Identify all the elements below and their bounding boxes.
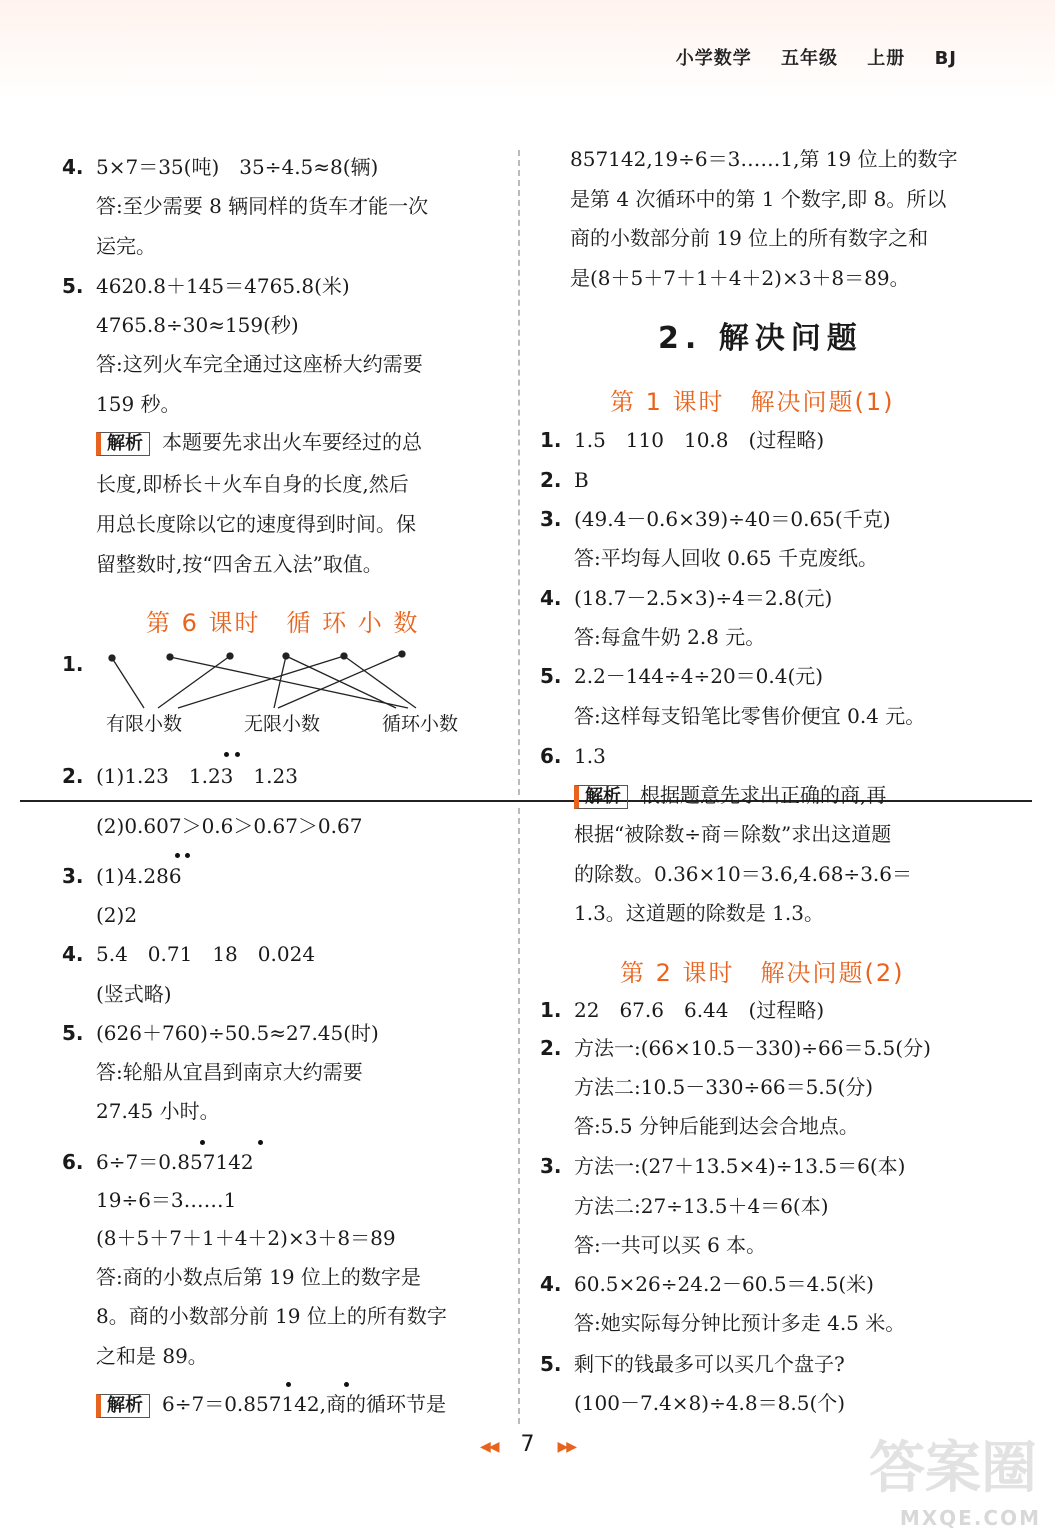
r2-answer-2: 2. 方法一:(66×10.5－330)÷66＝5.5(分) bbox=[540, 1036, 931, 1060]
analysis-1-line4: 留整数时,按“四舍五入法”取值。 bbox=[96, 552, 383, 576]
r-answer-3b: 答:平均每人回收 0.65 千克废纸。 bbox=[574, 546, 878, 570]
next-arrow-icon: ▶▶ bbox=[557, 1439, 576, 1455]
unit-title: 2. 解决问题 bbox=[658, 321, 863, 356]
lesson-2-title: 第 2 课时 解决问题(2) bbox=[620, 959, 905, 987]
r2-answer-1: 1. 22 67.6 6.44 (过程略) bbox=[540, 998, 825, 1022]
lesson-6-title: 第 6 课时 循 环 小 数 bbox=[146, 609, 420, 637]
question-6-answer-2: 8。商的小数部分前 19 位上的所有数字 bbox=[96, 1304, 447, 1328]
question-6-line3: (8＋5＋7＋1＋4＋2)×3＋8＝89 bbox=[96, 1226, 396, 1250]
repeat-dot bbox=[344, 1382, 349, 1387]
question-5-answer: 答:轮船从宜昌到南京大约需要 bbox=[96, 1060, 363, 1084]
r2-answer-2b: 方法二:10.5－330÷66＝5.5(分) bbox=[574, 1075, 874, 1099]
r2-answer-3b: 方法二:27÷13.5＋4＝6(本) bbox=[574, 1194, 829, 1218]
r2-answer-2c: 答:5.5 分钟后能到达会合地点。 bbox=[574, 1114, 859, 1138]
question-5: 5. (626＋760)÷50.5≈27.45(时) bbox=[62, 1021, 379, 1045]
question-6-answer: 答:商的小数点后第 19 位上的数字是 bbox=[96, 1265, 421, 1289]
label-infinite-decimal: 无限小数 bbox=[244, 713, 321, 735]
answer-5-line2: 4765.8÷30≈159(秒) bbox=[96, 313, 299, 337]
repeat-dot bbox=[175, 853, 180, 858]
r-answer-2: 2. B bbox=[540, 468, 589, 492]
question-3b: (2)2 bbox=[96, 903, 138, 927]
r-answer-5: 5. 2.2－144÷4÷20＝0.4(元) bbox=[540, 664, 824, 688]
r2-answer-4: 4. 60.5×26÷24.2－60.5＝4.5(米) bbox=[540, 1272, 874, 1296]
r-analysis-4: 1.3。这道题的除数是 1.3。 bbox=[574, 901, 824, 925]
prev-arrow-icon: ◀◀ bbox=[479, 1439, 498, 1455]
r-answer-3: 3. (49.4－0.6×39)÷40＝0.65(千克) bbox=[540, 507, 891, 531]
r2-answer-3: 3. 方法一:(27＋13.5×4)÷13.5＝6(本) bbox=[540, 1154, 906, 1178]
r-answer-4: 4. (18.7－2.5×3)÷4＝2.8(元) bbox=[540, 586, 833, 610]
repeat-dot bbox=[224, 752, 229, 757]
question-1-number: 1. bbox=[62, 652, 84, 676]
analysis-continued-4: 是(8＋5＋7＋1＋4＋2)×3＋8＝89。 bbox=[570, 266, 910, 290]
question-4b: (竖式略) bbox=[96, 982, 172, 1006]
r2-answer-5b: (100－7.4×8)÷4.8＝8.5(个) bbox=[574, 1391, 846, 1415]
analysis-continued-3: 商的小数部分前 19 位上的所有数字之和 bbox=[570, 226, 929, 250]
answer-4-text: 答:至少需要 8 辆同样的货车才能一次 bbox=[96, 194, 429, 218]
r-answer-6: 6. 1.3 bbox=[540, 744, 606, 768]
answer-4-text-2: 运完。 bbox=[96, 234, 156, 258]
r-answer-5b: 答:这样每支铅笔比零售价便宜 0.4 元。 bbox=[574, 704, 926, 728]
answer-5-text-2: 159 秒。 bbox=[96, 392, 181, 416]
volume-label: 上册 bbox=[867, 48, 906, 69]
r-answer-1: 1. 1.5 110 10.8 (过程略) bbox=[540, 428, 825, 452]
repeat-dot bbox=[200, 1140, 205, 1145]
question-6-line2: 19÷6＝3……1 bbox=[96, 1188, 237, 1212]
edition-label: BJ bbox=[934, 48, 957, 69]
answer-5-text: 答:这列火车完全通过这座桥大约需要 bbox=[96, 352, 423, 376]
r2-answer-3c: 答:一共可以买 6 本。 bbox=[574, 1233, 767, 1257]
analysis-1: 解析 本题要先求出火车要经过的总 bbox=[96, 428, 422, 456]
watermark-logo: 答案圈 bbox=[869, 1436, 1037, 1501]
question-6-answer-3: 之和是 89。 bbox=[96, 1344, 208, 1368]
analysis-tag: 解析 bbox=[574, 785, 628, 809]
analysis-continued-2: 是第 4 次循环中的第 1 个数字,即 8。所以 bbox=[570, 187, 947, 211]
repeat-dot bbox=[185, 853, 190, 858]
analysis-1-line2: 长度,即桥长＋火车自身的长度,然后 bbox=[96, 472, 409, 496]
question-4: 4. 5.4 0.71 18 0.024 bbox=[62, 942, 316, 966]
book-header bbox=[654, 44, 957, 70]
r2-answer-4b: 答:她实际每分钟比预计多走 4.5 米。 bbox=[574, 1311, 906, 1335]
analysis-tag: 解析 bbox=[96, 1394, 150, 1418]
question-6: 6. 6÷7＝0.857142 bbox=[62, 1150, 254, 1174]
page-number: 7 bbox=[520, 1432, 535, 1457]
repeat-dot bbox=[235, 752, 240, 757]
analysis-tag: 解析 bbox=[96, 432, 150, 456]
column-separator-top bbox=[518, 150, 520, 795]
subject-label: 小学数学 bbox=[675, 48, 752, 69]
lesson-1-title: 第 1 课时 解决问题(1) bbox=[610, 388, 895, 416]
r-analysis: 解析 根据题意先求出正确的商,再 bbox=[574, 781, 886, 809]
analysis-2: 解析 6÷7＝0.857142,商的循环节是 bbox=[96, 1390, 446, 1418]
answer-4: 4. 5×7＝35(吨) 35÷4.5≈8(辆) bbox=[62, 155, 379, 179]
question-5-answer-2: 27.45 小时。 bbox=[96, 1099, 220, 1123]
column-separator-bottom bbox=[518, 808, 520, 1424]
r2-answer-5: 5. 剩下的钱最多可以买几个盘子? bbox=[540, 1352, 845, 1376]
label-repeating-decimal: 循环小数 bbox=[382, 713, 459, 735]
r-answer-4b: 答:每盒牛奶 2.8 元。 bbox=[574, 625, 766, 649]
question-3a: 3. (1)4.286 bbox=[62, 864, 182, 888]
answer-5: 5. 4620.8＋145＝4765.8(米) bbox=[62, 274, 350, 298]
label-finite-decimal: 有限小数 bbox=[106, 713, 183, 735]
analysis-1-line3: 用总长度除以它的速度得到时间。保 bbox=[96, 512, 416, 536]
watermark-url: MXQE.COM bbox=[899, 1506, 1041, 1530]
question-2a: 2. (1)1.23 1.23 1.23 bbox=[62, 764, 298, 788]
repeat-dot bbox=[286, 1382, 291, 1387]
analysis-continued-1: 857142,19÷6＝3……1,第 19 位上的数字 bbox=[570, 147, 958, 171]
r-analysis-2: 根据“被除数÷商＝除数”求出这道题 bbox=[574, 822, 892, 846]
r-analysis-3: 的除数。0.36×10＝3.6,4.68÷3.6＝ bbox=[574, 862, 912, 886]
question-2b: (2)0.607＞0.6＞0.67＞0.67 bbox=[96, 814, 363, 838]
repeat-dot bbox=[258, 1140, 263, 1145]
grade-label: 五年级 bbox=[781, 48, 839, 69]
